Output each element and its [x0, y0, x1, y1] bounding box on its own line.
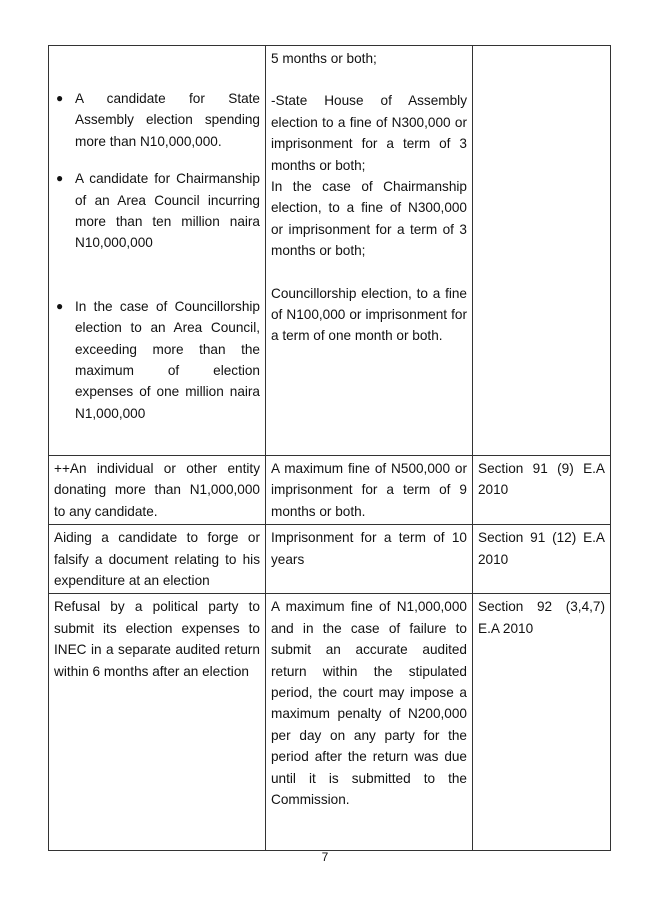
table-row: [49, 456, 611, 525]
page-number: 7: [321, 850, 329, 864]
section-cell: Section 91 (12) E.A 2010: [473, 525, 611, 594]
table-row: [49, 46, 611, 456]
penalty-cell: A maximum fine of N1,000,000 and in the case of failure to submit an accurate audited return within the stipulated period, the court may impose a maximum penalty of N200,000 per day on any party for the period after the return was due until it is submitted to the Commission.: [266, 594, 473, 851]
penalty-cell: 5 months or both; -State House of Assembly election to a fine of N300,000 or imprisonment for a term of 3 months or both; In the case of Chairmanship election, to a fine of N300,000 or imprisonment for a term of 3 months or both; Councillorship election, to a fine of N100,000 or imprisonment for a term of one month or both.: [266, 46, 473, 456]
list-item: ● A candidate for State Assembly election spending more than N10,000,000.: [54, 88, 260, 152]
table-row: [49, 594, 611, 851]
section-cell: Section 92 (3,4,7) E.A 2010: [473, 594, 611, 851]
offence-cell: ++An individual or other entity donating more than N1,000,000 to any candidate.: [49, 456, 266, 525]
list-item: ● A candidate for Chairmanship of an Area Council incurring more than ten million naira N10,000,000: [54, 168, 260, 254]
section-cell: [473, 46, 611, 456]
list-item: ● In the case of Councillorship election to an Area Council, exceeding more than the maximum of election expenses of one million naira N1,000,000: [54, 296, 260, 424]
offence-cell: Refusal by a political party to submit its election expenses to INEC in a separate audited return within 6 months after an election: [49, 594, 266, 851]
offences-penalties-table: [48, 45, 611, 851]
offence-cell: Aiding a candidate to forge or falsify a document relating to his expenditure at an election: [49, 525, 266, 594]
offence-cell: [49, 46, 266, 456]
bullet-icon: ●: [56, 171, 64, 186]
penalty-cell: A maximum fine of N500,000 or imprisonment for a term of 9 months or both.: [266, 456, 473, 525]
section-cell: Section 91 (9) E.A 2010: [473, 456, 611, 525]
table-row: [49, 525, 611, 594]
penalty-cell: Imprisonment for a term of 10 years: [266, 525, 473, 594]
bullet-icon: ●: [56, 91, 64, 105]
bullet-icon: ●: [56, 298, 64, 313]
